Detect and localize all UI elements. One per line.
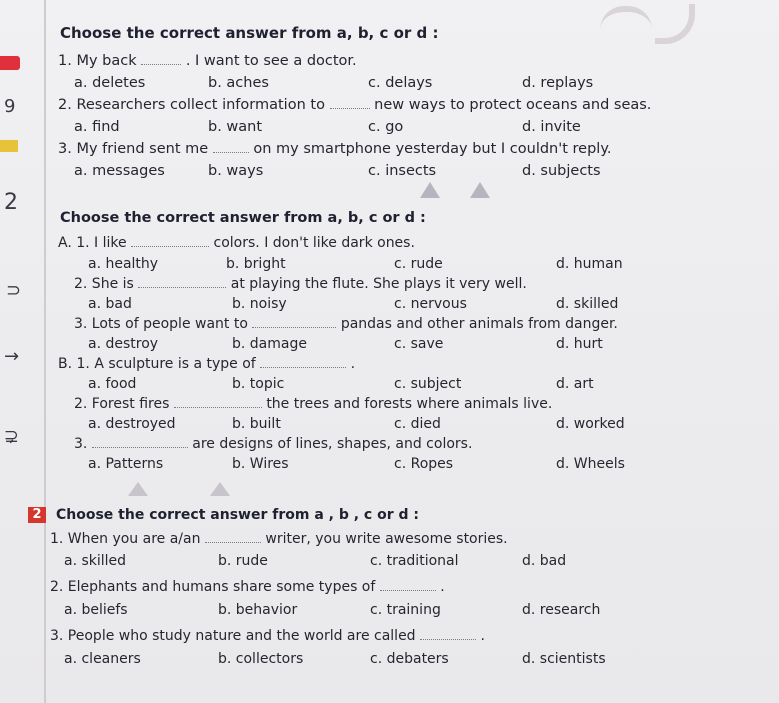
option-b[interactable]: b. ways [208,163,264,179]
option-c[interactable]: c. save [394,336,444,352]
option-d[interactable]: d. subjects [522,163,601,179]
answer-blank[interactable] [131,235,209,247]
option-c[interactable]: c. died [394,416,441,432]
question-text: 3. [74,436,88,452]
margin-mark: → [4,346,20,367]
question-s3-3 [50,628,485,644]
option-a[interactable]: a. cleaners [64,651,141,667]
question-text: 3. Lots of people want to [74,316,248,332]
question-text: are designs of lines, shapes, and colors. [192,436,473,452]
answer-blank[interactable] [330,97,370,109]
scribble-decoration [655,4,695,44]
question-s2-a2 [74,276,527,292]
question-text: . [440,579,445,595]
option-a[interactable]: a. healthy [88,256,159,272]
option-b[interactable]: b. want [208,119,263,135]
option-a[interactable]: a. food [88,376,137,392]
question-s1-2 [58,97,651,113]
answer-blank[interactable] [420,628,476,640]
option-d[interactable]: d. skilled [556,296,619,312]
option-a[interactable]: a. bad [88,296,132,312]
question-text: colors. I don't like dark ones. [213,235,415,251]
question-text: pandas and other animals from danger. [340,316,618,332]
question-s2-b1 [58,356,355,372]
answer-blank[interactable] [138,276,226,288]
option-b[interactable]: b. behavior [218,602,298,618]
question-text: 1. My back [58,53,137,69]
option-b[interactable]: b. noisy [232,296,287,312]
option-b[interactable]: b. bright [226,256,286,272]
option-d[interactable]: d. human [556,256,623,272]
option-a[interactable]: a. destroyed [88,416,176,432]
section1-title: Choose the correct answer from a, b, c or d : [60,24,439,42]
question-text: 2. She is [74,276,134,292]
option-a[interactable]: a. find [74,119,120,135]
question-text: 3. My friend sent me [58,141,209,157]
option-a[interactable]: a. destroy [88,336,159,352]
question-s3-2 [50,579,445,595]
question-text: 2. Forest fires [74,396,170,412]
option-c[interactable]: c. delays [368,75,433,91]
option-c[interactable]: c. nervous [394,296,467,312]
question-text: . [480,628,485,644]
option-b[interactable]: b. collectors [218,651,304,667]
option-b[interactable]: b. rude [218,553,268,569]
option-a[interactable]: a. deletes [74,75,146,91]
question-text: 3. People who study nature and the world are called [50,628,416,644]
option-a[interactable]: a. messages [74,163,165,179]
option-b[interactable]: b. topic [232,376,285,392]
question-text: . I want to see a doctor. [185,53,357,69]
red-tab [0,56,20,70]
question-s2-b2 [74,396,552,412]
scribble-decoration [600,6,652,30]
option-a[interactable]: a. beliefs [64,602,128,618]
question-s1-1 [58,53,357,69]
option-b[interactable]: b. built [232,416,281,432]
question-s2-b3 [74,436,472,452]
option-d[interactable]: d. bad [522,553,567,569]
option-c[interactable]: c. debaters [370,651,449,667]
question-text: A. 1. I like [58,235,127,251]
question-s1-3 [58,141,611,157]
option-d[interactable]: d. scientists [522,651,606,667]
option-c[interactable]: c. go [368,119,404,135]
option-b[interactable]: b. Wires [232,456,289,472]
question-text: 2. Researchers collect information to [58,97,325,113]
triangle-decoration [420,182,440,198]
option-c[interactable]: c. subject [394,376,462,392]
question-text: the trees and forests where animals live. [266,396,553,412]
margin-mark: 9 [4,96,16,117]
option-b[interactable]: b. aches [208,75,269,91]
question-text: . [350,356,356,372]
triangle-decoration [128,482,148,496]
section3-title: Choose the correct answer from a , b , c or d : [56,507,419,523]
question-text: 2. Elephants and humans share some types of [50,579,376,595]
margin-line [44,0,46,703]
question-text: 1. When you are a/an [50,531,201,547]
option-a[interactable]: a. skilled [64,553,127,569]
question-s3-1 [50,531,508,547]
answer-blank[interactable] [213,141,249,153]
answer-blank[interactable] [205,531,261,543]
option-d[interactable]: d. worked [556,416,625,432]
option-d[interactable]: d. Wheels [556,456,625,472]
section2-title: Choose the correct answer from a, b, c or d : [60,210,426,226]
answer-blank[interactable] [141,53,181,65]
option-a[interactable]: a. Patterns [88,456,164,472]
answer-blank[interactable] [174,396,262,408]
option-d[interactable]: d. replays [522,75,594,91]
option-d[interactable]: d. hurt [556,336,603,352]
triangle-decoration [470,182,490,198]
section-number-badge: 2 [28,507,46,523]
answer-blank[interactable] [92,436,188,448]
answer-blank[interactable] [252,316,336,328]
question-text: new ways to protect oceans and seas. [374,97,652,113]
option-c[interactable]: c. rude [394,256,443,272]
option-c[interactable]: c. traditional [370,553,459,569]
question-text: on my smartphone yesterday but I couldn't reply. [253,141,612,157]
option-c[interactable]: c. Ropes [394,456,454,472]
margin-mark: ⊋ [4,426,20,447]
margin-mark: 2 [4,190,18,215]
question-s2-a1 [58,235,415,251]
option-d[interactable]: d. research [522,602,601,618]
option-d[interactable]: d. art [556,376,594,392]
question-text: B. 1. A sculpture is a type of [58,356,256,372]
option-c[interactable]: c. insects [368,163,437,179]
option-b[interactable]: b. damage [232,336,307,352]
triangle-decoration [210,482,230,496]
answer-blank[interactable] [380,579,436,591]
question-text: writer, you write awesome stories. [265,531,508,547]
question-text: at playing the flute. She plays it very well. [230,276,527,292]
option-d[interactable]: d. invite [522,119,581,135]
yellow-tab [0,140,18,152]
option-c[interactable]: c. training [370,602,441,618]
margin-mark: ⊃ [6,280,22,301]
answer-blank[interactable] [260,356,346,368]
question-s2-a3 [74,316,618,332]
